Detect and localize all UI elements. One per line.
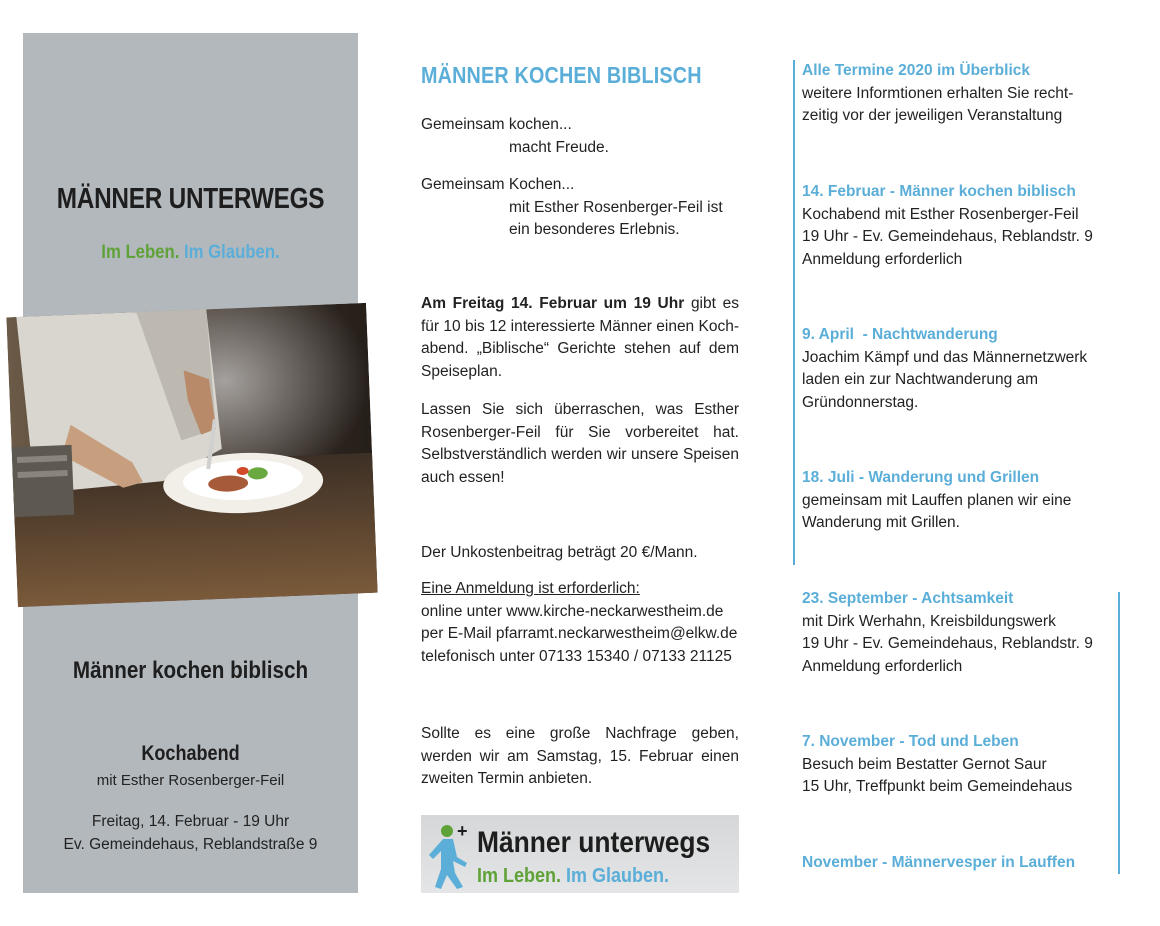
slogan-part-leben: Im Leben. — [101, 242, 180, 263]
event-heading: 23. September - Achtsamkeit — [802, 590, 1014, 607]
event-item-november — [802, 731, 1102, 799]
slogan-part-glauben: Im Glauben. — [183, 242, 280, 263]
middle-heading: MÄNNER KOCHEN BIBLISCH — [421, 62, 702, 88]
event-line: Kochabend mit Esther Rosenberger-Feil — [802, 205, 1079, 223]
surprise-paragraph: Lassen Sie sich überraschen, was Esther Rosenberger-Feil für Sie vorbereitet hat. Selbstverständlich werden wir unsere Speisen auch essen! — [421, 401, 739, 486]
right-divider-top — [793, 60, 795, 565]
overview-block — [802, 60, 1102, 128]
registration-block — [421, 578, 751, 668]
event-heading: 9. April - Nachtwanderung — [802, 326, 998, 343]
event-date-bold: Am Freitag 14. Februar um 19 Uhr — [421, 295, 685, 312]
event-heading: 18. Juli - Wanderung und Grillen — [802, 469, 1040, 486]
right-divider-bottom — [1118, 592, 1120, 874]
intro-2-line-2: mit Esther Rosenberger-Feil ist — [509, 198, 723, 216]
event-heading: 14. Februar - Männer kochen biblisch — [802, 183, 1076, 200]
event-item-february — [802, 181, 1102, 271]
cooking-photo-image — [6, 303, 377, 607]
event-line: laden ein zur Nachtwanderung am — [802, 371, 1039, 388]
left-slogan — [43, 242, 338, 264]
event-line: 15 Uhr, Treffpunkt beim Gemeindehaus — [802, 778, 1073, 795]
event-line: Joachim Kämpf und das Männernetzwerk — [802, 348, 1088, 366]
event-line: Anmeldung erforderlich — [802, 657, 963, 675]
event-line: mit Dirk Werhahn, Kreisbildungswerk — [802, 612, 1056, 630]
event-line: Wanderung mit Grillen. — [802, 514, 960, 531]
overview-heading: Alle Termine 2020 im Überblick — [802, 62, 1031, 79]
logo-slogan-glauben: Im Glauben. — [566, 865, 670, 887]
intro-2-line-1: Gemeinsam Kochen... — [421, 176, 575, 193]
event-line: 19 Uhr - Ev. Gemeindehaus, Reblandstr. 9 — [802, 635, 1093, 652]
extra-date-paragraph: Sollte es eine große Nachfrage geben, werden wir am Samstag, 15. Februar einen zweiten Termin anbieten. — [421, 725, 739, 787]
registration-online: online unter www.kirche-neckarwestheim.de — [421, 602, 724, 620]
event-description: gibt es für 10 bis 12 interessierte Männer einen Koch-abend. „Biblische“ Gerichte stehen auf dem Speiseplan. — [421, 295, 739, 380]
logo-slogan — [477, 865, 669, 888]
cost-line: Der Unkostenbeitrag beträgt 20 €/Mann. — [421, 544, 698, 561]
event-item-november-vesper — [802, 852, 1102, 875]
registration-phone: telefonisch unter 07133 15340 / 07133 21125 — [421, 647, 732, 665]
registration-heading: Eine Anmeldung ist erforderlich: — [421, 580, 640, 597]
overview-text-1: weitere Informtionen erhalten Sie recht- — [802, 84, 1074, 102]
event-date: Freitag, 14. Februar - 19 Uhr — [91, 813, 290, 830]
left-subtitle: Männer kochen biblisch — [72, 657, 309, 684]
svg-text:+: + — [457, 823, 468, 841]
kochabend-heading: Kochabend — [141, 742, 240, 765]
event-line: Gründonnerstag. — [802, 393, 919, 411]
event-item-september — [802, 588, 1102, 678]
left-title: MÄNNER UNTERWEGS — [56, 183, 325, 215]
cooking-photo — [6, 303, 377, 607]
intro-2-line-3: ein besonderes Erlebnis. — [509, 221, 680, 238]
intro-paragraph-1 — [421, 114, 739, 159]
logo-slogan-leben: Im Leben. — [477, 865, 562, 887]
event-item-july — [802, 467, 1102, 535]
event-item-april — [802, 324, 1102, 414]
event-place: Ev. Gemeindehaus, Reblandstraße 9 — [63, 836, 318, 853]
walking-man-icon — [427, 823, 473, 889]
event-line: gemeinsam mit Lauffen planen wir eine — [802, 491, 1072, 509]
event-heading: November - Männervesper in Lauffen — [802, 854, 1076, 871]
intro-paragraph-2 — [421, 174, 739, 242]
intro-1-line-1: Gemeinsam kochen... — [421, 116, 572, 133]
event-line: Anmeldung erforderlich — [802, 250, 963, 268]
event-heading: 7. November - Tod und Leben — [802, 733, 1019, 750]
event-paragraph — [421, 293, 739, 383]
kochabend-host: mit Esther Rosenberger-Feil — [96, 772, 285, 789]
event-line: 19 Uhr - Ev. Gemeindehaus, Reblandstr. 9 — [802, 228, 1093, 245]
logo-text: Männer unterwegs — [477, 826, 711, 859]
event-date-place — [23, 810, 358, 856]
registration-email: per E-Mail pfarramt.neckarwestheim@elkw.de — [421, 625, 738, 642]
event-line: Besuch beim Bestatter Gernot Saur — [802, 755, 1047, 773]
overview-text-2: zeitig vor der jeweiligen Veranstaltung — [802, 107, 1063, 124]
intro-1-line-2: macht Freude. — [509, 138, 609, 156]
